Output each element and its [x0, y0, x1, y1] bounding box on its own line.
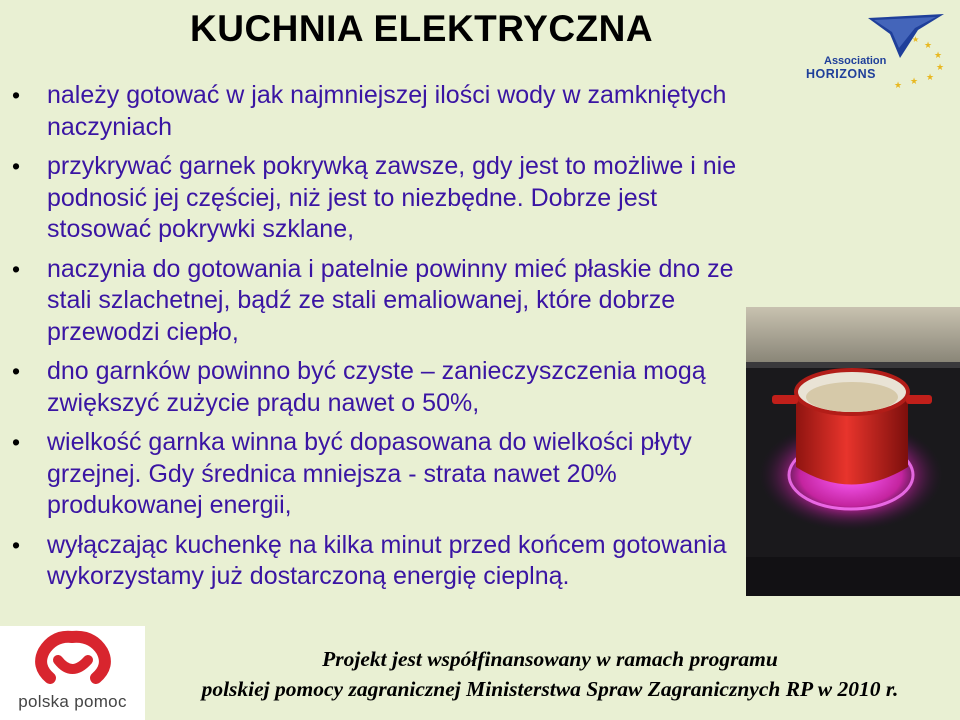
bullet-item: • wielkość garnka winna być dopasowana do wielkości płyty grzejnej. Gdy średnica mniejsza - strata nawet 20% produkowanej energii,: [0, 427, 760, 522]
footer-funding-note: [150, 644, 950, 704]
polska-pomoc-logo: [0, 626, 145, 720]
bullet-item: • dno garnków powinno być czyste – zanieczyszczenia mogą zwiększyć zużycie prądu nawet o 50%,: [0, 356, 760, 419]
pot-on-hotplate-image: [746, 307, 960, 596]
bullet-list: [0, 80, 760, 593]
svg-text:★: ★: [926, 72, 935, 82]
association-horizons-logo: [798, 8, 948, 88]
bullet-item: • naczynia do gotowania i patelnie powinny mieć płaskie dno ze stali szlachetnej, bądź ze stali emaliowanej, które dobrze przewodzi ciepło,: [0, 254, 760, 349]
svg-text:★: ★: [934, 50, 943, 60]
pot-handle-icon: [906, 395, 932, 404]
svg-text:★: ★: [910, 76, 919, 86]
bullet-item: • przykrywać garnek pokrywką zawsze, gdy jest to możliwe i nie podnosić jej częściej, niż jest to niezbędne. Dobrze jest stosować pokrywki szklane,: [0, 151, 760, 246]
horizons-logo-line2: HORIZONS: [806, 67, 876, 81]
footer-line-1: Projekt jest współfinansowany w ramach programu: [322, 647, 778, 671]
svg-text:★: ★: [894, 80, 903, 88]
polska-pomoc-symbol-icon: [0, 626, 145, 692]
slide-title: KUCHNIA ELEKTRYCZNA: [190, 8, 654, 49]
stove-pot-photo: [746, 307, 960, 596]
svg-text:★: ★: [924, 40, 933, 50]
bullet-item: • należy gotować w jak najmniejszej ilości wody w zamkniętych naczyniach: [0, 80, 760, 143]
footer-line-2: polskiej pomocy zagranicznej Ministerstwa Spraw Zagranicznych RP w 2010 r.: [201, 677, 899, 701]
svg-text:★: ★: [912, 35, 920, 44]
svg-text:★: ★: [936, 62, 945, 72]
polska-pomoc-label: polska pomoc: [18, 692, 127, 711]
horizons-logo-line1: Association: [824, 55, 887, 67]
bullet-item: • wyłączając kuchenkę na kilka minut przed końcem gotowania wykorzystamy już dostarczoną energię cieplną.: [0, 530, 760, 593]
